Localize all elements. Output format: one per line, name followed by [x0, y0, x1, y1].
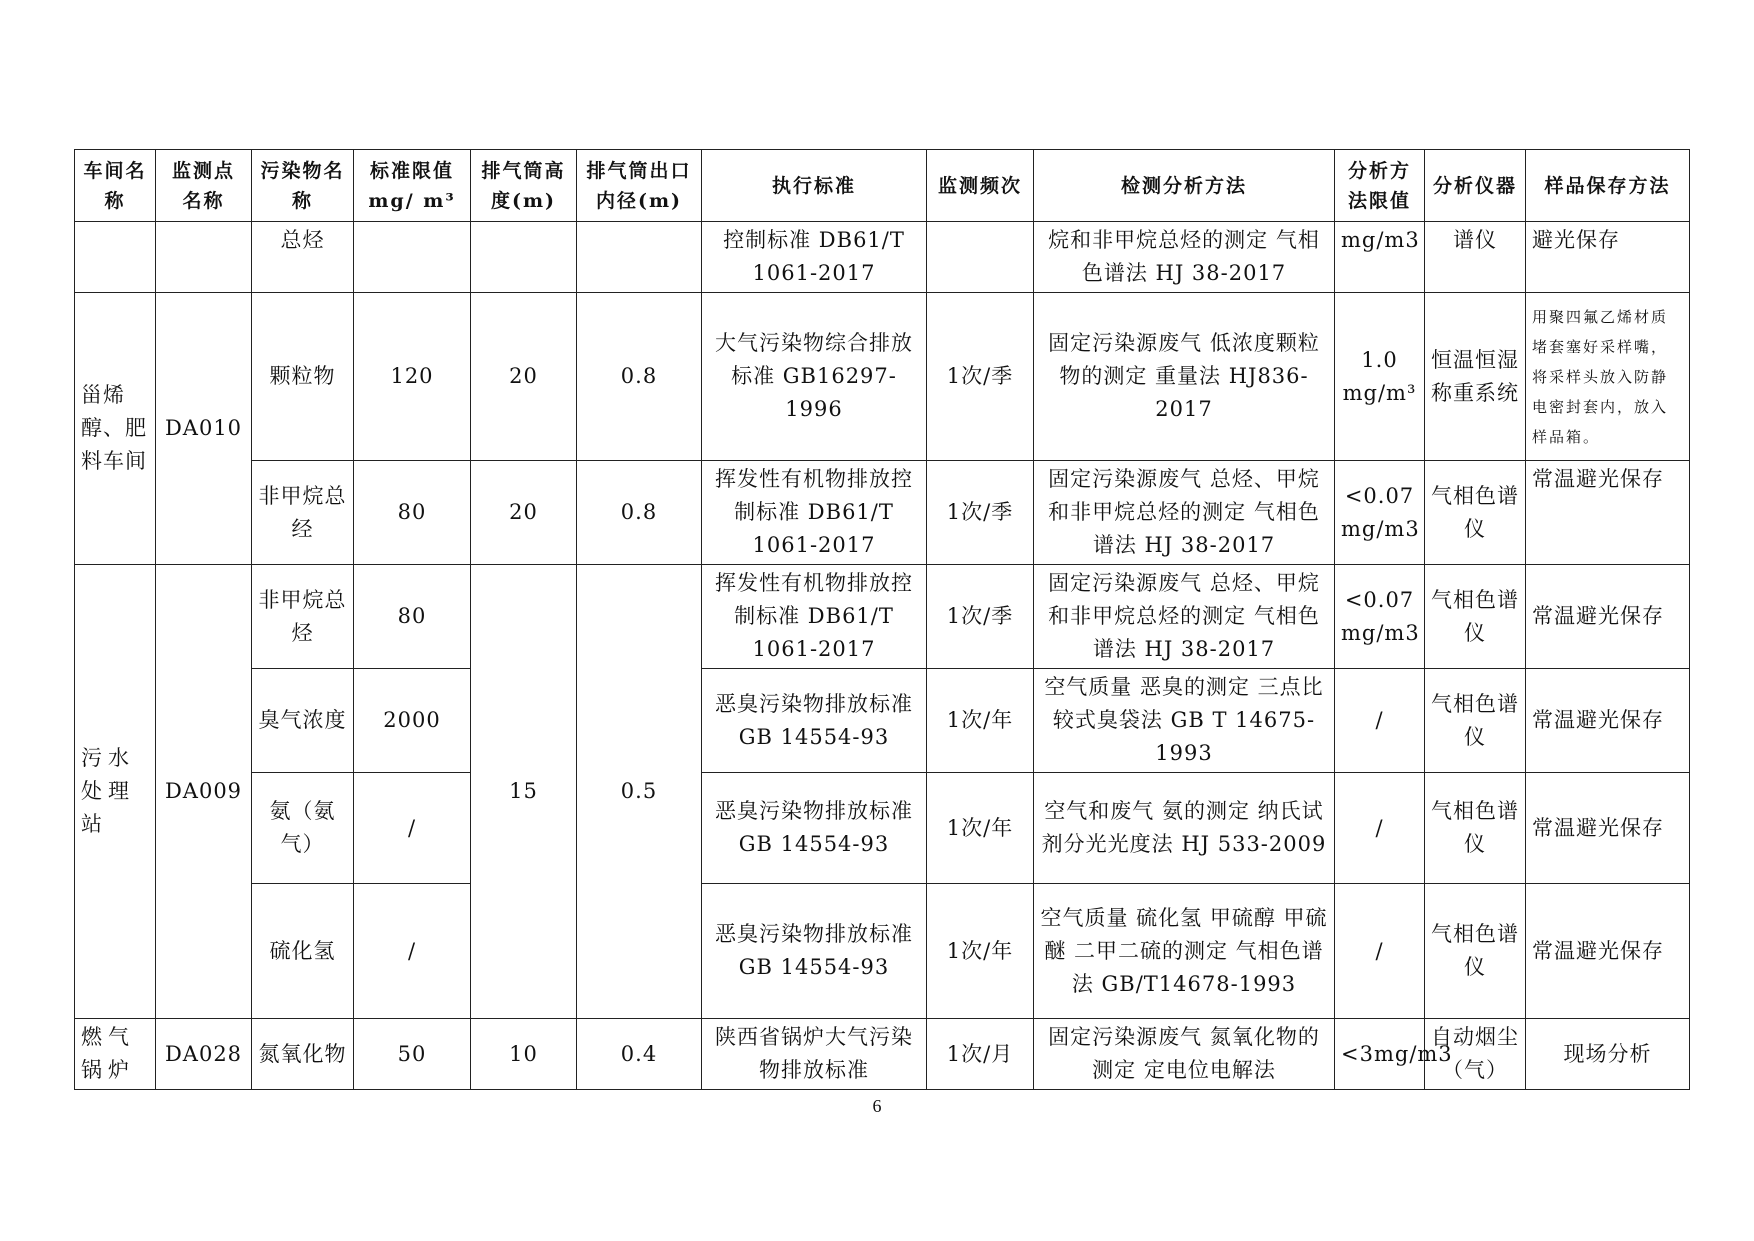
method-limit-cell: <3mg/m3 [1335, 1019, 1425, 1090]
header-row [75, 150, 1690, 222]
limit-cell: 2000 [354, 669, 471, 773]
pollutant-cell: 非甲烷总烃 [252, 565, 354, 669]
workshop-cell: 燃气锅炉 [75, 1019, 156, 1090]
instrument-cell: 谱仪 [1425, 222, 1526, 293]
method-cell: 空气质量 恶臭的测定 三点比较式臭袋法 GB T 14675-1993 [1034, 669, 1335, 773]
point-cell [156, 222, 252, 293]
storage-cell: 用聚四氟乙烯材质堵套塞好采样嘴，将采样头放入防静电密封套内，放入样品箱。 [1526, 293, 1690, 461]
method-limit-cell: 1.0 mg/m³ [1335, 293, 1425, 461]
workshop-cell: 甾烯醇、肥料车间 [75, 293, 156, 565]
standard-cell: 大气污染物综合排放标准 GB16297-1996 [702, 293, 927, 461]
standard-cell: 挥发性有机物排放控制标准 DB61/T 1061-2017 [702, 461, 927, 565]
standard-cell: 恶臭污染物排放标准 GB 14554-93 [702, 669, 927, 773]
frequency-cell: 1次/季 [927, 565, 1034, 669]
limit-cell: 80 [354, 461, 471, 565]
method-limit-cell: / [1335, 884, 1425, 1019]
header-workshop: 车间名称 [75, 150, 156, 222]
monitoring-table [74, 149, 1690, 1090]
diameter-cell [577, 222, 702, 293]
method-cell: 固定污染源废气 低浓度颗粒物的测定 重量法 HJ836-2017 [1034, 293, 1335, 461]
frequency-cell: 1次/年 [927, 884, 1034, 1019]
instrument-cell: 气相色谱仪 [1425, 773, 1526, 884]
pollutant-cell: 颗粒物 [252, 293, 354, 461]
header-storage: 样品保存方法 [1526, 150, 1690, 222]
table-row [75, 884, 1690, 1019]
diameter-cell: 0.8 [577, 461, 702, 565]
limit-cell: 120 [354, 293, 471, 461]
point-cell: DA009 [156, 565, 252, 1019]
method-cell: 空气质量 硫化氢 甲硫醇 甲硫醚 二甲二硫的测定 气相色谱法 GB/T14678-1993 [1034, 884, 1335, 1019]
header-point: 监测点名称 [156, 150, 252, 222]
limit-cell: / [354, 884, 471, 1019]
header-pollutant: 污染物名称 [252, 150, 354, 222]
header-diameter: 排气筒出口内径(m) [577, 150, 702, 222]
instrument-cell: 气相色谱仪 [1425, 565, 1526, 669]
storage-cell: 常温避光保存 [1526, 669, 1690, 773]
storage-cell: 常温避光保存 [1526, 565, 1690, 669]
method-cell: 固定污染源废气 总烃、甲烷和非甲烷总烃的测定 气相色谱法 HJ 38-2017 [1034, 461, 1335, 565]
page-number: 6 [872, 1096, 882, 1116]
table-row [75, 565, 1690, 669]
header-method-limit: 分析方法限值 [1335, 150, 1425, 222]
diameter-cell: 0.5 [577, 565, 702, 1019]
method-cell: 空气和废气 氨的测定 纳氏试剂分光光度法 HJ 533-2009 [1034, 773, 1335, 884]
header-height: 排气筒高度(m) [471, 150, 577, 222]
table-row [75, 669, 1690, 773]
storage-cell: 常温避光保存 [1526, 884, 1690, 1019]
table-row [75, 773, 1690, 884]
instrument-cell: 恒温恒湿称重系统 [1425, 293, 1526, 461]
pollutant-cell: 臭气浓度 [252, 669, 354, 773]
diameter-cell: 0.4 [577, 1019, 702, 1090]
method-limit-cell: <0.07 mg/m3 [1335, 565, 1425, 669]
method-limit-cell: / [1335, 669, 1425, 773]
header-method: 检测分析方法 [1034, 150, 1335, 222]
frequency-cell: 1次/年 [927, 669, 1034, 773]
method-cell: 固定污染源废气 总烃、甲烷和非甲烷总烃的测定 气相色谱法 HJ 38-2017 [1034, 565, 1335, 669]
method-cell: 烷和非甲烷总烃的测定 气相色谱法 HJ 38-2017 [1034, 222, 1335, 293]
standard-cell: 控制标准 DB61/T 1061-2017 [702, 222, 927, 293]
limit-cell [354, 222, 471, 293]
table-row [75, 1019, 1690, 1090]
header-limit: 标准限值mg/ m³ [354, 150, 471, 222]
header-frequency: 监测频次 [927, 150, 1034, 222]
table-row [75, 222, 1690, 293]
pollutant-cell: 氮氧化物 [252, 1019, 354, 1090]
standard-cell: 挥发性有机物排放控制标准 DB61/T 1061-2017 [702, 565, 927, 669]
method-limit-cell: / [1335, 773, 1425, 884]
method-cell: 固定污染源废气 氮氧化物的测定 定电位电解法 [1034, 1019, 1335, 1090]
table-row [75, 293, 1690, 461]
header-instrument: 分析仪器 [1425, 150, 1526, 222]
height-cell [471, 222, 577, 293]
height-cell: 20 [471, 293, 577, 461]
limit-cell: 80 [354, 565, 471, 669]
pollutant-cell: 总烃 [252, 222, 354, 293]
limit-cell: / [354, 773, 471, 884]
method-limit-cell: <0.07 mg/m3 [1335, 461, 1425, 565]
height-cell: 20 [471, 461, 577, 565]
pollutant-cell: 非甲烷总经 [252, 461, 354, 565]
frequency-cell: 1次/年 [927, 773, 1034, 884]
pollutant-cell: 硫化氢 [252, 884, 354, 1019]
storage-cell: 常温避光保存 [1526, 773, 1690, 884]
standard-cell: 陕西省锅炉大气污染物排放标准 [702, 1019, 927, 1090]
storage-cell: 现场分析 [1526, 1019, 1690, 1090]
height-cell: 10 [471, 1019, 577, 1090]
workshop-cell [75, 222, 156, 293]
header-standard: 执行标准 [702, 150, 927, 222]
standard-cell: 恶臭污染物排放标准 GB 14554-93 [702, 773, 927, 884]
instrument-cell: 气相色谱仪 [1425, 884, 1526, 1019]
height-cell: 15 [471, 565, 577, 1019]
instrument-cell: 气相色谱仪 [1425, 461, 1526, 565]
workshop-cell: 污水处理站 [75, 565, 156, 1019]
standard-cell: 恶臭污染物排放标准 GB 14554-93 [702, 884, 927, 1019]
instrument-cell: 气相色谱仪 [1425, 669, 1526, 773]
frequency-cell: 1次/季 [927, 461, 1034, 565]
frequency-cell: 1次/月 [927, 1019, 1034, 1090]
method-limit-cell: mg/m3 [1335, 222, 1425, 293]
frequency-cell: 1次/季 [927, 293, 1034, 461]
point-cell: DA028 [156, 1019, 252, 1090]
diameter-cell: 0.8 [577, 293, 702, 461]
instrument-cell: 自动烟尘（气） [1425, 1019, 1526, 1090]
pollutant-cell: 氨（氨气） [252, 773, 354, 884]
limit-cell: 50 [354, 1019, 471, 1090]
table-row [75, 461, 1690, 565]
storage-cell: 常温避光保存 [1526, 461, 1690, 565]
storage-cell: 避光保存 [1526, 222, 1690, 293]
point-cell: DA010 [156, 293, 252, 565]
frequency-cell [927, 222, 1034, 293]
